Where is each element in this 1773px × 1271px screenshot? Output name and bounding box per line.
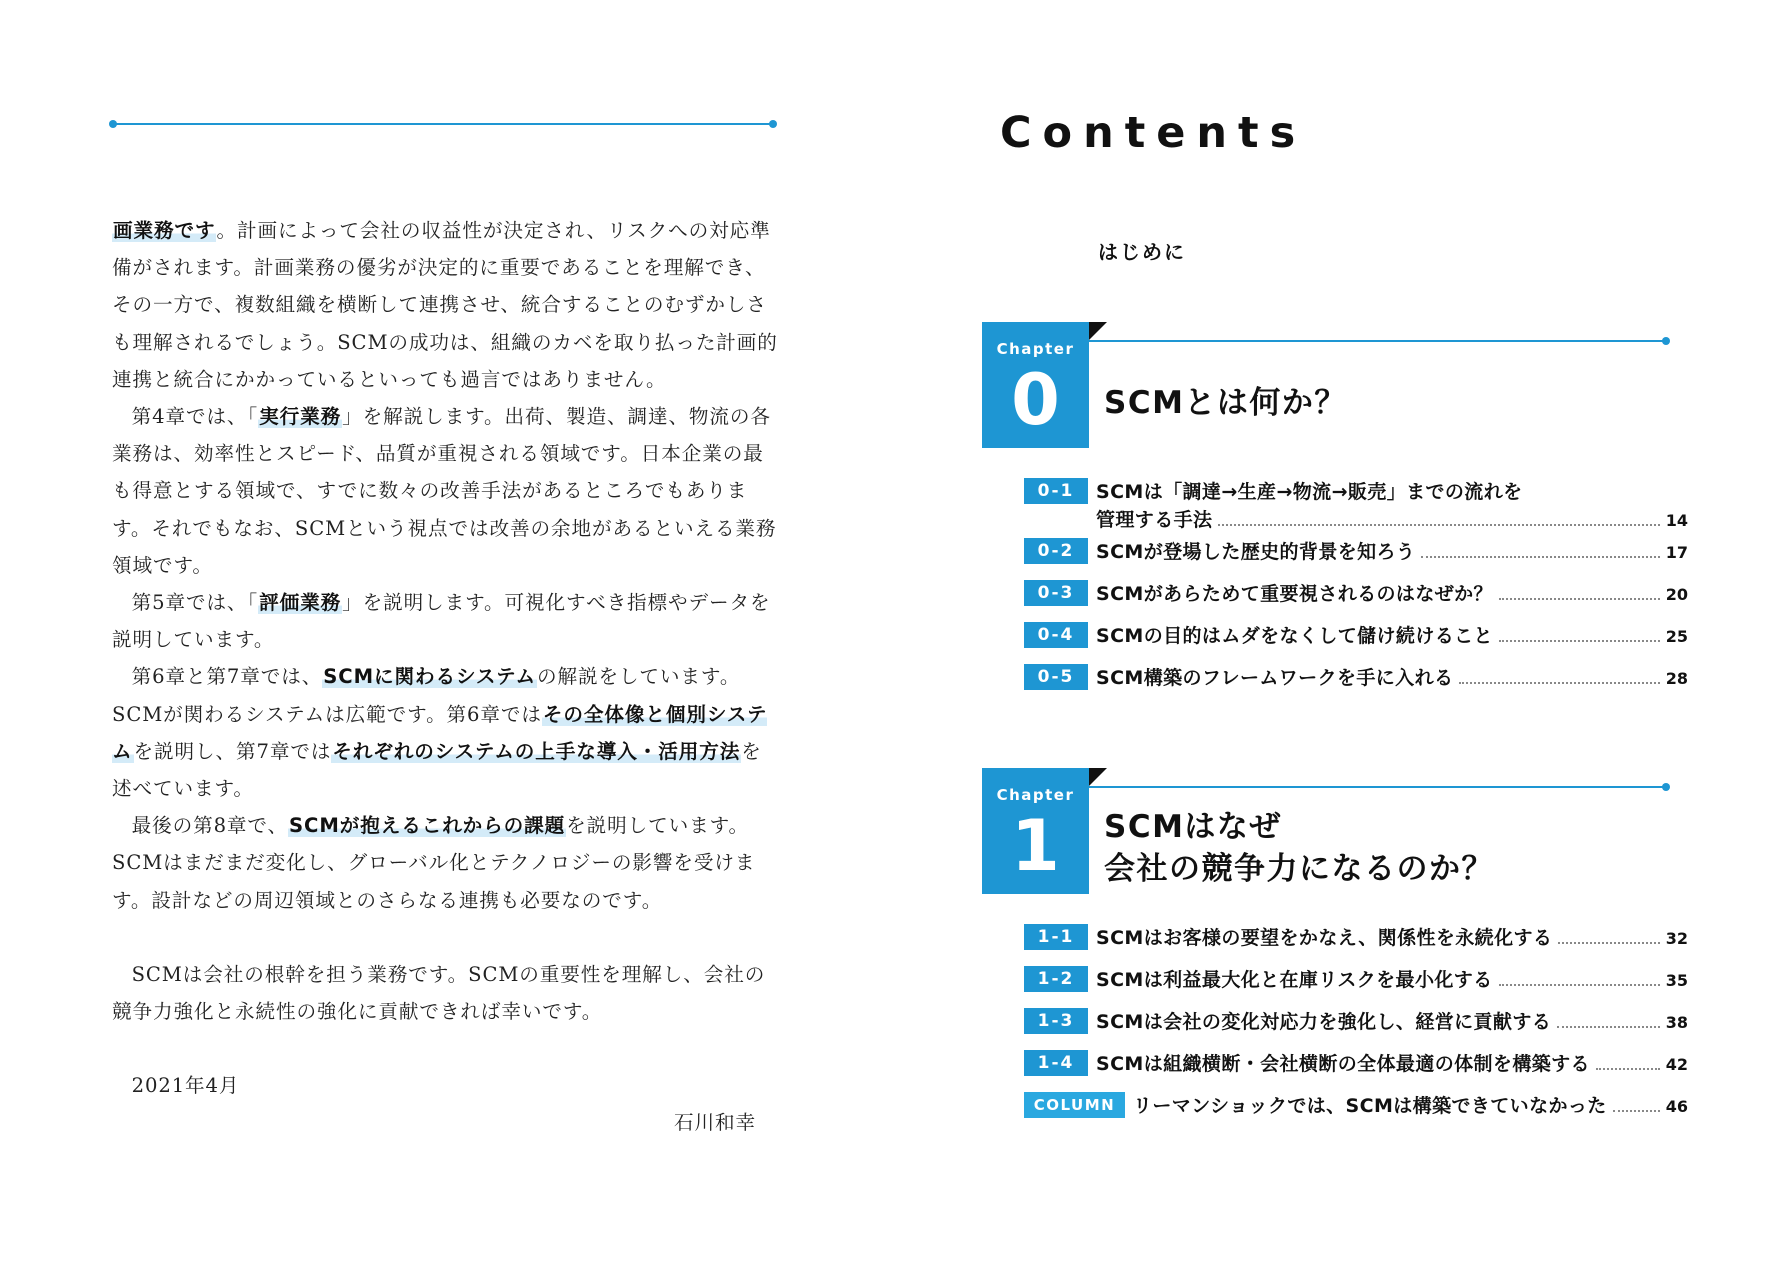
body-text (112, 212, 780, 1142)
left-page (0, 0, 886, 1271)
section-badge: 0-4 (1024, 622, 1088, 648)
section-badge: 0-2 (1024, 538, 1088, 564)
chapter-label: Chapter (996, 340, 1075, 358)
toc-title: SCM構築のフレームワークを手に入れる (1096, 667, 1454, 689)
text-run: 」を説明します。可視化すべき指標やデータを説明しています。 (112, 591, 771, 652)
toc-title: SCMは組織横断・会社横断の全体最適の体制を構築する (1096, 1053, 1590, 1075)
toc-item-0-1[interactable] (1024, 478, 1688, 538)
highlighted-term: それぞれのシステムの上手な導入・活用方法 (332, 739, 741, 763)
right-page (886, 0, 1773, 1271)
toc-text (1096, 1050, 1688, 1079)
chapter-number: 1 (1011, 805, 1060, 887)
toc-title: SCMがあらためて重要視されるのはなぜか？ (1096, 583, 1493, 605)
toc-title: SCMの目的はムダをなくして儲け続けること (1096, 625, 1493, 647)
spacer (112, 1030, 780, 1067)
highlighted-term: SCMに関わるシステム (323, 665, 536, 689)
page-number: 20 (1665, 585, 1688, 604)
dot-leader (1499, 640, 1660, 642)
text-run: 第5章では、「 (131, 591, 259, 615)
contents-title: Contents (1000, 108, 1307, 158)
dot-leader (1218, 524, 1659, 526)
toc-text (1096, 538, 1688, 567)
text-run: 第6章と第7章では、 (131, 665, 323, 689)
page-number: 35 (1665, 971, 1688, 990)
toc-line (1096, 664, 1688, 693)
toc-item-1-4[interactable] (1024, 1050, 1688, 1092)
body-paragraph (112, 398, 780, 584)
toc-line (1133, 1092, 1688, 1121)
chapter-title-line: SCMはなぜ (1104, 809, 1282, 845)
chapter-rule (1089, 786, 1666, 788)
toc-title: SCMは「調達→生産→物流→販売」までの流れを (1096, 481, 1523, 503)
text-run: 。計画によって会社の収益性が決定され、リスクへの対応準備がされます。計画業務の優劣が決定的に重要であることを理解でき、その一方で、複数組織を横断して連携させ、統合することのむずかしさも理解されるでしょう。SCMの成功は、組織のカベを取り払った計画的連携と統合にかかっているといっても過言ではありません。 (112, 219, 778, 391)
section-badge: 0-1 (1024, 478, 1088, 504)
toc-line (1096, 506, 1688, 535)
chapter-number-box (982, 322, 1089, 448)
body-paragraph (112, 584, 780, 658)
toc-title: SCMは会社の変化対応力を強化し、経営に貢献する (1096, 1011, 1552, 1033)
text-run: を述べています。 (112, 739, 762, 801)
chapter-title[interactable] (1104, 806, 1494, 890)
toc-title: リーマンショックでは、SCMは構築できていなかった (1133, 1095, 1607, 1117)
paragraphs (112, 212, 780, 1030)
toc-text (1133, 1092, 1688, 1121)
toc-text (1096, 1008, 1688, 1037)
text-run: を説明しています。SCMはまだまだ変化し、グローバル化とテクノロジーの影響を受けます。設計などの周辺領域とのさらなる連携も必要なのです。 (112, 814, 756, 912)
toc-line (1096, 966, 1688, 995)
section-badge: 1-3 (1024, 1008, 1088, 1034)
toc-text (1096, 664, 1688, 693)
toc-item-1-3[interactable] (1024, 1008, 1688, 1050)
page-number: 25 (1665, 627, 1688, 646)
text-run: 第4章では、「 (131, 405, 259, 429)
column-badge: COLUMN (1024, 1092, 1125, 1118)
toc-line (1096, 478, 1688, 506)
text-run: 最後の第8章で、 (131, 814, 289, 838)
author-name: 石川和幸 (674, 1111, 756, 1135)
date: 2021年4月 (131, 1074, 240, 1098)
chapter-title-line: SCMとは何か？ (1104, 385, 1347, 421)
dot-leader (1421, 556, 1659, 558)
toc-line (1096, 538, 1688, 567)
dot-leader (1557, 1026, 1660, 1028)
toc-list (1024, 924, 1688, 1134)
chapter-label: Chapter (996, 786, 1075, 804)
highlighted-term: 実行業務 (259, 405, 342, 429)
page-number: 46 (1665, 1097, 1688, 1116)
toc-text (1096, 924, 1688, 953)
highlighted-term: 評価業務 (259, 591, 342, 615)
toc-item-0-2[interactable] (1024, 538, 1688, 580)
toc-text (1096, 622, 1688, 651)
section-badge: 0-5 (1024, 664, 1088, 690)
highlighted-term: 画業務です (113, 219, 216, 242)
text-run: SCMは会社の根幹を担う業務です。SCMの重要性を理解し、会社の競争力強化と永続性の強化に貢献できれば幸いです。 (112, 962, 766, 1024)
page-number: 38 (1665, 1013, 1688, 1032)
chapter-number: 0 (1011, 359, 1060, 441)
dot-leader (1499, 598, 1660, 600)
toc-title: SCMが登場した歴史的背景を知ろう (1096, 541, 1416, 563)
toc-line (1096, 622, 1688, 651)
dot-leader (1499, 984, 1660, 986)
chapter-number-box (982, 768, 1089, 894)
toc-line (1096, 1050, 1688, 1079)
body-paragraph (112, 807, 780, 919)
chapter-corner-mark (1089, 322, 1107, 340)
toc-line (1096, 924, 1688, 953)
dot-leader (1613, 1110, 1660, 1112)
text-run: 」を解説します。出荷、製造、調達、物流の各業務は、効率性とスピード、品質が重視される領域です。日本企業の最も得意とする領域で、すでに数々の改善手法があるところでもあります。それでもなお、SCMという視点では改善の余地があるといえる業務領域です。 (112, 405, 777, 577)
dot-leader (1459, 682, 1659, 684)
toc-title: SCMはお客様の要望をかなえ、関係性を永続化する (1096, 927, 1553, 949)
toc-item-1-2[interactable] (1024, 966, 1688, 1008)
toc-line (1096, 1008, 1688, 1037)
chapter-title[interactable] (1104, 382, 1347, 424)
body-paragraph (112, 658, 780, 807)
dot-leader (1558, 942, 1659, 944)
text-run: の解説をしています。SCMが関わるシステムは広範です。第6章では (112, 665, 741, 726)
highlighted-term: SCMが抱えるこれからの課題 (289, 814, 566, 838)
body-paragraph (112, 956, 780, 1030)
section-badge: 1-4 (1024, 1050, 1088, 1076)
toc-intro[interactable]: はじめに (1098, 240, 1186, 264)
toc-text (1096, 580, 1688, 609)
chapter-rule (1089, 340, 1666, 342)
chapter-corner-mark (1089, 768, 1107, 786)
page-number: 17 (1665, 543, 1688, 562)
body-paragraph (112, 212, 780, 398)
text-run: を説明し、第7章では (133, 739, 332, 763)
toc-list (1024, 478, 1688, 706)
toc-item-0-5[interactable] (1024, 664, 1688, 706)
section-badge: 1-1 (1024, 924, 1088, 950)
toc-item-column[interactable] (1024, 1092, 1688, 1134)
toc-text (1096, 966, 1688, 995)
toc-item-1-1[interactable] (1024, 924, 1688, 966)
page-number: 28 (1665, 669, 1688, 688)
highlighted-term: その全体像と個別システム (112, 702, 768, 763)
toc-title: 管理する手法 (1096, 509, 1213, 531)
toc-text (1096, 478, 1688, 535)
toc-item-0-4[interactable] (1024, 622, 1688, 664)
dot-leader (1596, 1068, 1660, 1070)
section-badge: 0-3 (1024, 580, 1088, 606)
toc-line (1096, 580, 1688, 609)
header-rule (113, 123, 773, 125)
page-number: 14 (1665, 511, 1688, 530)
toc-item-0-3[interactable] (1024, 580, 1688, 622)
spacer (112, 919, 780, 956)
chapter-title-line: 会社の競争力になるのか？ (1104, 851, 1494, 887)
page-number: 42 (1665, 1055, 1688, 1074)
page-number: 32 (1665, 929, 1688, 948)
section-badge: 1-2 (1024, 966, 1088, 992)
toc-title: SCMは利益最大化と在庫リスクを最小化する (1096, 969, 1493, 991)
